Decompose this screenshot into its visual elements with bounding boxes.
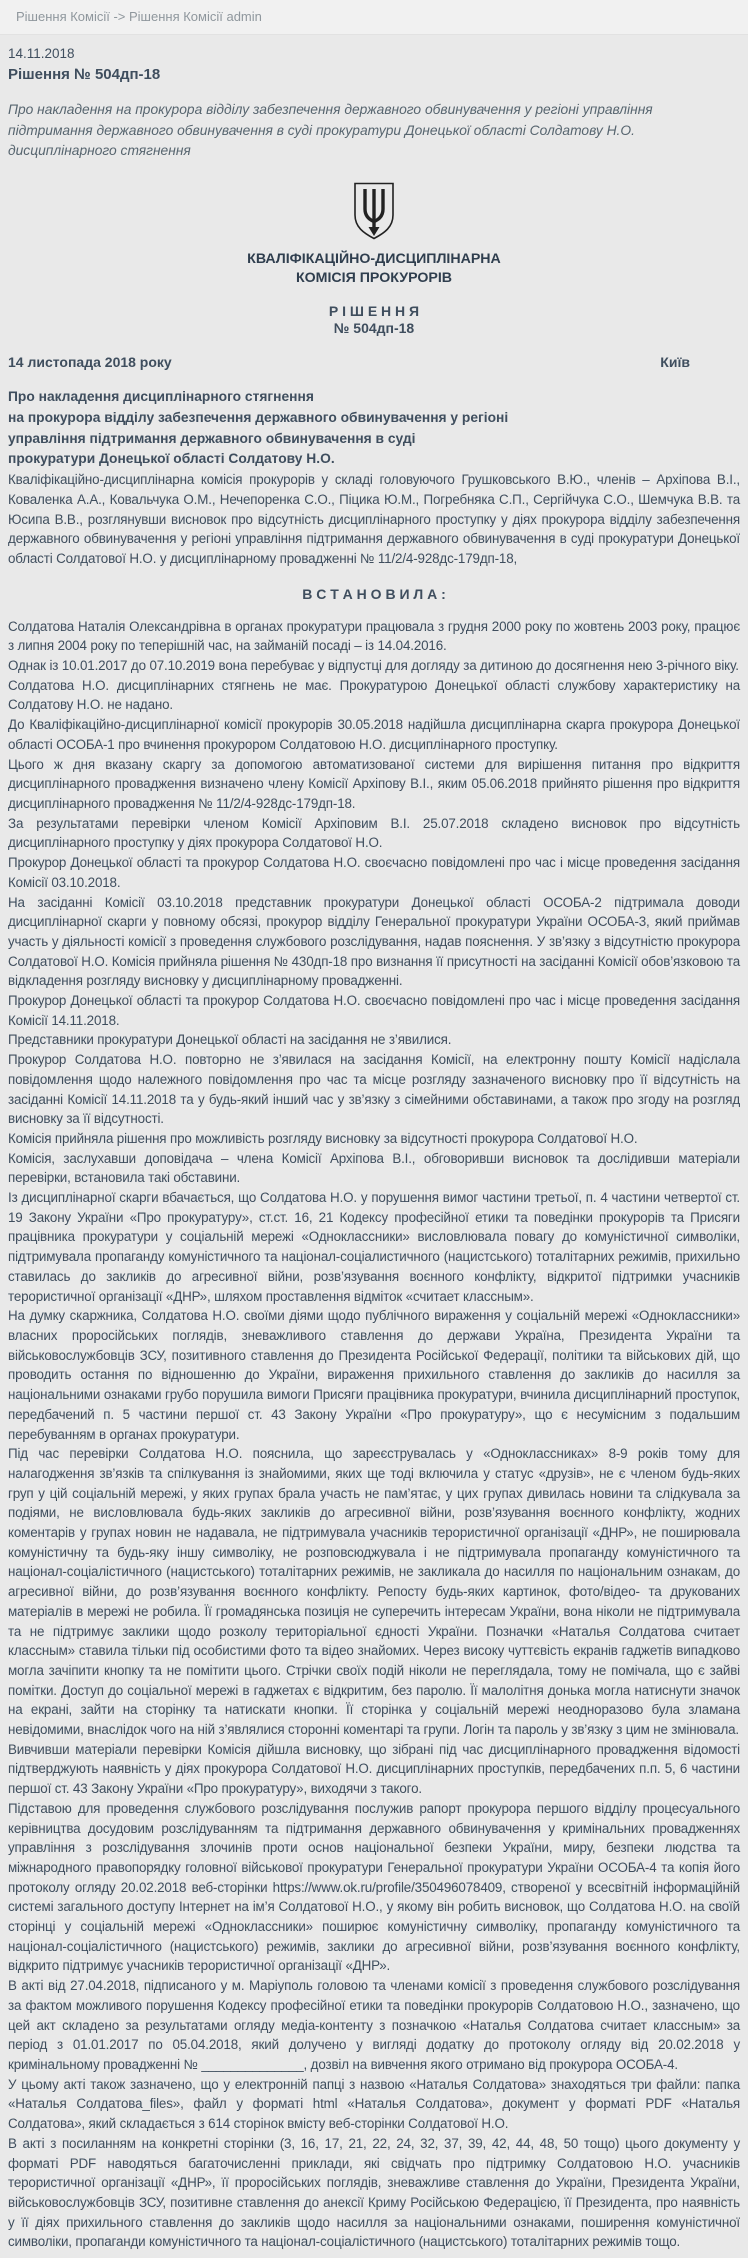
body-paragraph: Однак із 10.01.2017 до 07.10.2019 вона перебуває у відпустці для догляду за дитиною до досягнення нею 3-річного віку.: [8, 658, 739, 674]
doc-number: № 504дп-18: [333, 320, 415, 337]
subject-line: прокуратури Донецької області Солдатову Н.О.: [8, 451, 335, 467]
body-paragraph: Під час перевірки Солдатова Н.О. пояснила, що зареєструвалась у «Одноклассниках» 8-9 років тому для налагодження зв’язків та спілкування із знайомими, яких ще тоді включила у статус «друзів», не є членом будь-яких груп у цій соціальній мережі, у яких групах брала участь не пам’ятає, у цих групах дивилась новини та слідкувала за подіями, не висловлювала будь-яких закликів до агресивної війни, розв’язування воєнного конфлікту, жодних коментарів у групах новин не надавала, не підтримувала учасників терористичної організації «ДНР», не поширювала комуністичну та будь-яку іншу символіку, не розповсюджувала і не підтримувала пропаганду комуністичного та націонал-соціалістичного (нацистського) тоталітарних режимів, не закликала до насилля по національним ознакам, до агресивної війни, до розв’язування воєнного конфлікту. Репосту будь-яких картинок, фото/відео- та друкованих матеріалів в мережі не робила. Її громадянська позиція не суперечить інтересам України, вона ніколи не підтримувала та не підтримує заклики щодо розколу територіальної єдності України. Позначки «Наталья Солдатова считает классным» ставила тільки під особистими фото та відео знайомих. Через високу чуттєвість екранів гаджетів випадково могла зачіпити кнопку та не помітити цього. Стрічки своїх подій ніколи не переглядала, тому не помічала, що є зайві помітки. Доступ до соціальної мережі в гаджетах є відкритим, без паролю. Її малолітня донька могла натиснути значок на екрані, зайти на сторінку та натискати кнопки. Її сторінка у соціальній мережі неодноразово була зламана невідомими, внаслідок чого на ній з’являлися сторонні коментарі та групи. Логін та пароль у зв’язку з цим не змінювала.: [8, 1446, 740, 1738]
subject-line: управління підтримання державного обвинувачення в суді: [8, 430, 416, 446]
body-paragraph: Підставою для проведення службового розслідування послужив рапорт прокурора першого відділу процесуального керівництва досудовим розслідуванням та підтримання державного обвинувачення у кримінальних провадженнях управління з розслідування злочинів проти основ національної безпеки України, миру, безпеки людства та міжнародного правопорядку головної військової прокуратури Генеральної прокуратури України ОСОБА-4 та копія його протоколу огляду 20.02.2018 веб-сторінки https://www.ok.ru/profile/350496078409, створеної у всесвітній інформаційній системі загального доступу Інтернет на ім’я Солдатової Н.О., у якому він робить висновок, що Солдатова Н.О. на своїй сторінці у соціальній мережі «Одноклассники» поширює комуністичну символіку, пропаганду комуністичного та націонал-соціалістичного (нацистського) режимів, заклики до агресивної війни, розв’язування воєнного конфлікту, відкрито підтримує учасників терористичної організації «ДНР».: [8, 1800, 740, 1974]
body-paragraph: На думку скаржника, Солдатова Н.О. своїми діями щодо публічного вираження у соціальній мережі «Одноклассники» власних проросійських поглядів, зневажливого ставлення до держави Україна, Президента України та військовослужбовців ЗСУ, позитивного ставлення до Президента Російської Федерації, політики та військових дій, що проводить остання по відношенню до України, вираження прихильного ставлення до закликів до насилля за національними ознаками грубо порушила вимоги Присяги працівника прокуратури, вчинила дисциплінарний проступок, передбачений п. 5 частини першої ст. 43 Закону України «Про прокуратуру», що є несумісним з подальшим перебуванням в органах прокуратури.: [8, 1308, 740, 1442]
body-paragraph: Прокурор Донецької області та прокурор Солдатова Н.О. своєчасно повідомлені про час і місце проведення засідання Комісії 14.11.2018.: [8, 993, 740, 1028]
page-title: Рішення № 504дп-18: [8, 66, 161, 83]
subject-line: Про накладення дисциплінарного стягнення: [8, 389, 314, 405]
body-paragraph: В акті з посиланням на конкретні сторінки (3, 16, 17, 21, 22, 24, 32, 37, 39, 42, 44, 48, 50 тощо) цього документу у форматі PDF наводяться багаточисленні приклади, які свідчать про підтримку Солдатовою Н.О. учасників терористичної організації «ДНР», її проросійських поглядів, зневажливе ставлення до України, Президента України, військовослужбовців ЗСУ, позитивне ставлення до анексії Криму Російською Федерацією, її Президента, про наявність у її діях прихильного ставлення до закликів щодо насилля за національними ознаками, поширення комуністичної символіки, пропаганди комуністичного та націонал-соціалістичного (нацистського) тоталітарних режимів тощо.: [8, 2135, 740, 2250]
body-paragraph: Комісія, заслухавши доповідача – члена Комісії Архіпова В.І., обговоривши висновок та дослідивши матеріали перевірки, встановила такі обставини.: [8, 1150, 740, 1186]
ukraine-trident-emblem-icon: [352, 182, 396, 240]
body-paragraph: Солдатова Н.О. дисциплінарних стягнень не має. Прокуратурою Донецької області службову характеристику на Солдатову Н.О. не надано.: [8, 677, 740, 713]
body-paragraph: Комісія прийняла рішення про можливість розгляду висновку за відсутності прокурора Солдатової Н.О.: [8, 1130, 638, 1146]
publication-date: 14.11.2018: [8, 46, 75, 61]
breadcrumb[interactable]: [0, 0, 748, 35]
org-name-line1: КВАЛІФІКАЦІЙНО-ДИСЦИПЛІНАРНА: [247, 251, 501, 268]
body-paragraph: Представники прокуратури Донецької області на засідання не з’явилися.: [8, 1032, 452, 1048]
body-paragraph: У цьому акті також зазначено, що у електронній папці з назвою «Наталья Солдатова» знаходяться три файли: папка «Наталья Солдатова_files», файл у форматі html «Наталья Солдатова», документ у форматі PDF «Наталья Солдатова», який складається з 614 сторінок вмісту веб-сторінки Солдатової Н.О.: [8, 2076, 740, 2132]
decision-document: [0, 46, 748, 2258]
doc-type-heading: Р І Ш Е Н Н Я: [328, 303, 420, 320]
decision-city: Київ: [660, 354, 690, 371]
date-city-row: [8, 354, 740, 370]
body-paragraph: До Кваліфікаційно-дисциплінарної комісії прокурорів 30.05.2018 надійшла дисциплінарна скарга прокурора Донецької області ОСОБА-1 про вчинення прокурором Солдатовою Н.О. дисциплінарного проступку.: [8, 717, 740, 752]
body-paragraph: В акті від 27.04.2018, підписаного у м. Маріуполь головою та членами комісії з проведення службового розслідування за фактом можливого порушення Кодексу професійної етики та поведінки прокурорів Солдатовою Н.О., зазначено, що цей акт складено за результатами огляду медіа-контенту з позначкою «Наталья Солдатова считает классным» за період з 01.01.2017 по 05.04.2018, який долучено у вигляді додатку до протоколу огляду від 20.02.2018 у кримінальному провадженні № ______________, дозвіл на вивчення якого отримано від прокурора ОСОБА-4.: [8, 1978, 740, 2072]
body-paragraph: За результатами перевірки членом Комісії Архіповим В.І. 25.07.2018 складено висновок про відсутність дисциплінарного проступку у діях прокурора Солдатової Н.О.: [8, 815, 740, 851]
body-paragraph: Прокурор Солдатова Н.О. повторно не з’явилася на засідання Комісії, на електронну пошту Комісії надіслала повідомлення щодо належного повідомлення про час та місце розгляду зазначеного висновку про її відсутність на засіданні Комісії 14.11.2018 та у будь-який інший час у зв’язку з сімейними обставинами, а також про згоду на розгляд висновку за її відсутності.: [8, 1052, 740, 1127]
body-paragraph: На засіданні Комісії 03.10.2018 представник прокуратури Донецької області ОСОБА-2 підтримала доводи дисциплінарної скарги у повному обсязі, прокурор відділу Генеральної прокуратури України ОСОБА-3, який приймав участь у діяльності комісії з проведення службового розслідування, надав пояснення. У зв’язку з відсутністю прокурора Солдатової Н.О. Комісія прийняла рішення № 430дп-18 про визнання її присутності на засіданні Комісії обов’язковою та відкладення розгляду висновку у дисциплінарному провадженні.: [8, 894, 740, 989]
letterhead: [8, 182, 740, 336]
org-name-line2: КОМІСІЯ ПРОКУРОРІВ: [295, 270, 453, 287]
body-paragraph: Вивчивши матеріали перевірки Комісія дійшла висновку, що зібрані під час дисциплінарного провадження відомості підтверджують наявність у діях прокурора Солдатової Н.О. дисциплінарних проступків, передбачених п.п. 5, 6 частини першої ст. 43 Закону України «Про прокуратуру», виходячи з такого.: [8, 1741, 740, 1797]
subject-line: на прокурора відділу забезпечення державного обвинувачення у регіоні: [8, 410, 509, 426]
body-paragraph: Солдатова Наталія Олександрівна в органах прокуратури працювала з грудня 2000 року по жовтень 2003 року, працює з липня 2004 року по теперішній час, на займаній посаді – із 14.04.2016.: [8, 618, 740, 654]
body-paragraph: Прокурор Донецької області та прокурор Солдатова Н.О. своєчасно повідомлені про час і місце проведення засідання Комісії 03.10.2018.: [8, 855, 740, 890]
body-paragraph: Цього ж дня вказану скаргу за допомогою автоматизованої системи для вирішення питання про відкриття дисциплінарного провадження визначено члену Комісії Архіпову В.І., яким 05.06.2018 прийнято рішення про відкриття дисциплінарного провадження № 11/2/4-928дс-179дп-18.: [8, 756, 740, 811]
decision-date-full: 14 листопада 2018 року: [8, 354, 172, 371]
resolution-heading: В С Т А Н О В И Л А :: [302, 585, 446, 602]
decision-summary: Про накладення на прокурора відділу забезпечення державного обвинувачення у регіоні управління підтримання державного обвинувачення в суді прокуратури Донецької області Солдатову Н.О. дисциплінарного стягнення: [8, 102, 653, 159]
intro-paragraph: Кваліфікаційно-дисциплінарна комісія прокурорів у складі головуючого Грушковського В.Ю., членів – Архіпова В.І., Коваленка А.А., Ковальчука О.М., Нечепоренка С.О., Піцика Ю.М., Погребняка С.П., Сергійчука С.О., Шемчука В.В. та Юсипа В.В., розглянувши висновок про відсутність дисциплінарного проступку у діях прокурора відділу забезпечення державного обвинувачення у регіоні управління підтримання державного обвинувачення в суді прокуратури Донецької області Солдатової Н.О. у дисциплінарному провадженні № 11/2/4-928дс-179дп-18,: [8, 472, 740, 566]
decision-subject: [8, 387, 740, 470]
decision-body: [8, 617, 740, 2252]
body-paragraph: Із дисциплінарної скарги вбачається, що Солдатова Н.О. у порушення вимог частини третьої, п. 4 частини четвертої ст. 19 Закону України «Про прокуратуру», ст.ст. 16, 21 Кодексу професійної етики та поведінки прокурорів та Присяги працівника прокуратури у соціальній мережі «Одноклассники» висловлювала повагу до комуністичної символіки, підтримувала пропаганду комуністичного та націонал-соціалистичного (нацистського) тоталітарних режимів, прихильно ставилась до закликів до агресивної війни, розв’язування воєнного конфлікту, відкритої підтримки учасників терористичної організації «ДНР», шляхом проставлення відміток «считает классным».: [8, 1190, 740, 1304]
breadcrumb-text[interactable]: Рішення Комісії -> Рішення Комісії admin: [16, 9, 262, 24]
